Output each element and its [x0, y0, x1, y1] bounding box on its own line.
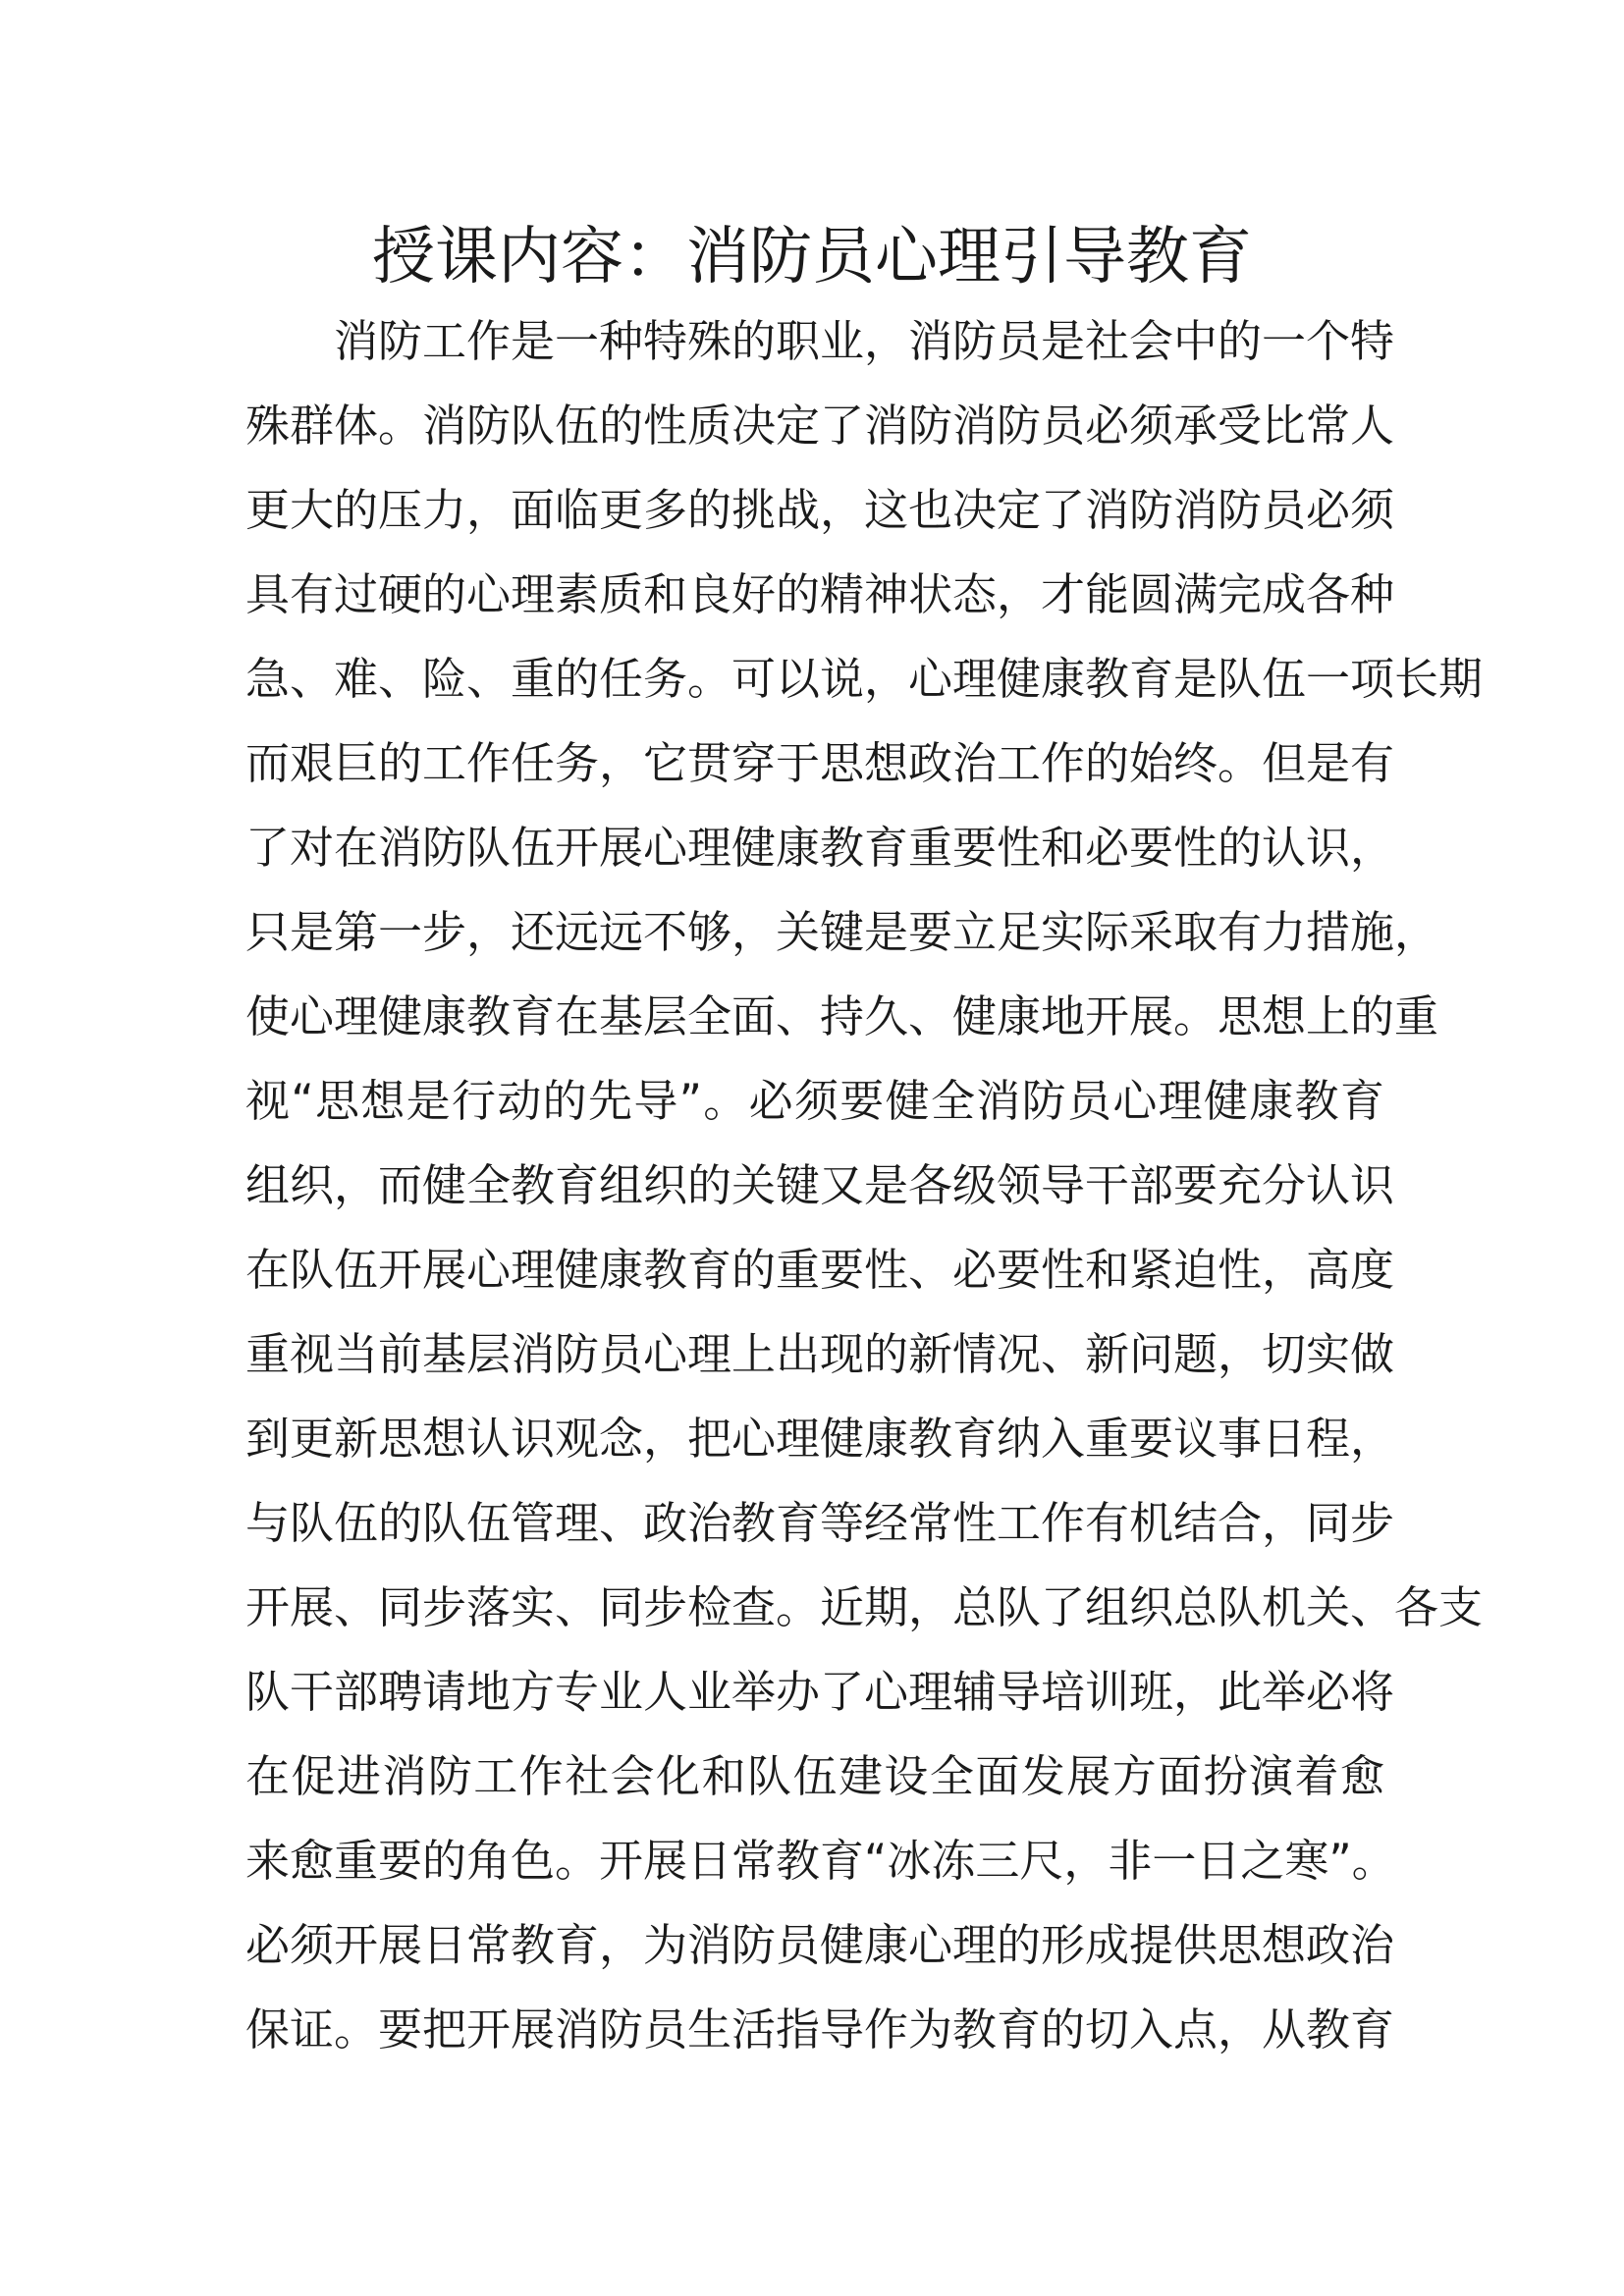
document-title: 授课内容：消防员心理引导教育	[372, 221, 1252, 294]
body-line: 更大的压力，面临更多的挑战，这也决定了消防消防员必须	[245, 484, 1395, 536]
body-line: 来愈重要的角色。开展日常教育“冰冻三尺，非一日之寒”。	[245, 1835, 1396, 1887]
body-line: 殊群体。消防队伍的性质决定了消防消防员必须承受比常人	[245, 400, 1395, 452]
body-line: 而艰巨的工作任务，它贯穿于思想政治工作的始终。但是有	[245, 737, 1395, 789]
body-line: 在队伍开展心理健康教育的重要性、必要性和紧迫性，高度	[245, 1244, 1395, 1296]
body-line: 视“思想是行动的先导”。必须要健全消防员心理健康教育	[245, 1075, 1384, 1127]
body-line: 与队伍的队伍管理、政治教育等经常性工作有机结合，同步	[245, 1497, 1395, 1549]
body-line: 在促进消防工作社会化和队伍建设全面发展方面扮演着愈	[245, 1750, 1384, 1802]
body-line: 到更新思想认识观念，把心理健康教育纳入重要议事日程，	[245, 1413, 1395, 1465]
body-line: 组织，而健全教育组织的关键又是各级领导干部要充分认识	[245, 1159, 1395, 1211]
document-body	[245, 299, 1484, 2072]
body-line: 消防工作是一种特殊的职业，消防员是社会中的一个特	[334, 315, 1395, 367]
body-line: 了对在消防队伍开展心理健康教育重要性和必要性的认识，	[245, 822, 1395, 874]
body-line: 队干部聘请地方专业人业举办了心理辅导培训班，此举必将	[245, 1666, 1395, 1718]
body-line: 必须开展日常教育，为消防员健康心理的形成提供思想政治	[245, 1919, 1395, 1971]
body-line: 保证。要把开展消防员生活指导作为教育的切入点，从教育	[245, 2003, 1395, 2056]
body-line: 重视当前基层消防员心理上出现的新情况、新问题，切实做	[245, 1328, 1395, 1380]
body-line: 使心理健康教育在基层全面、持久、健康地开展。思想上的重	[245, 990, 1439, 1042]
body-line: 只是第一步，还远远不够，关键是要立足实际采取有力措施，	[245, 906, 1439, 958]
body-line: 开展、同步落实、同步检查。近期，总队了组织总队机关、各支	[245, 1581, 1484, 1633]
body-line: 具有过硬的心理素质和良好的精神状态，才能圆满完成各种	[245, 568, 1395, 620]
body-line: 急、难、险、重的任务。可以说，心理健康教育是队伍一项长期	[245, 653, 1484, 705]
